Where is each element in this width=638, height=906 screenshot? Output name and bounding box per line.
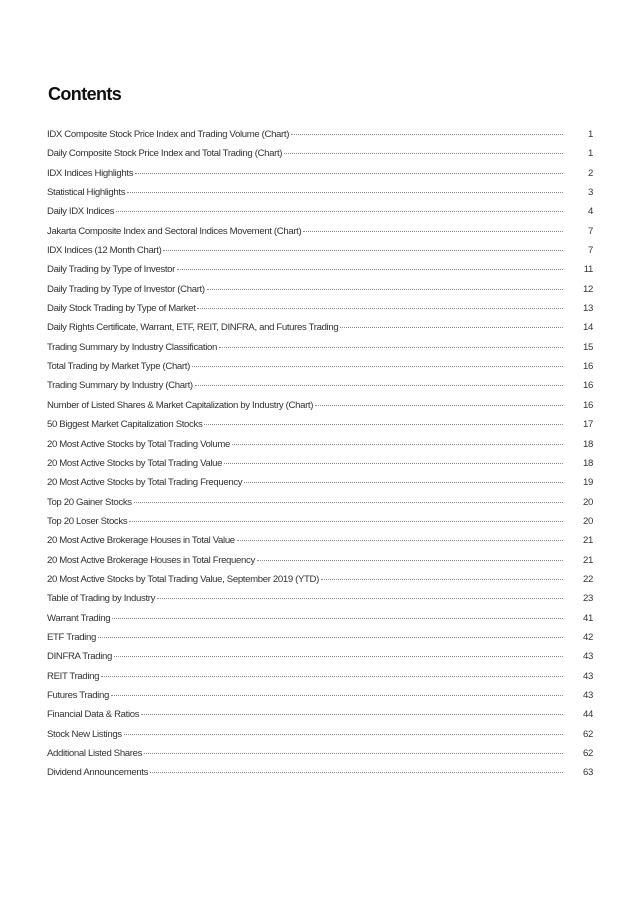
toc-page-number: 43 [583,689,593,701]
toc-dot-leader [114,646,563,657]
toc-entry-title: Statistical Highlights [47,187,126,199]
toc-dot-leader [134,492,563,503]
toc-page-number: 1 [588,148,593,160]
toc-page-number: 62 [583,748,593,759]
toc-entry-title: ETF Trading [47,631,96,643]
toc-page-number: 16 [583,399,593,411]
toc-entry-title: Stock New Listings [47,728,122,740]
toc-dot-leader [150,762,563,773]
toc-dot-leader [111,685,563,696]
toc-entry-title: Warrant Trading [47,612,111,624]
toc-entry-title: Daily Trading by Type of Investor [47,264,175,276]
toc-entry-title: 20 Most Active Stocks by Total Trading Value, September 2019 (YTD) [47,573,319,585]
toc-page-number: 2 [588,167,593,179]
toc-entry-title: DINFRA Trading [47,651,112,663]
toc-dot-leader [157,588,563,599]
toc-dot-leader [112,608,563,619]
toc-entry-title: Top 20 Gainer Stocks [47,496,132,508]
table-of-contents [47,126,593,784]
toc-entry-title: 20 Most Active Brokerage Houses in Total Frequency [47,554,255,566]
toc-dot-leader [237,530,563,541]
toc-page-number: 16 [583,361,593,373]
toc-dot-leader [163,240,563,251]
toc-entry-title: Daily Composite Stock Price Index and Total Trading (Chart) [47,148,283,160]
toc-entry-title: Daily IDX Indices [47,206,115,218]
toc-page-number: 21 [583,554,593,566]
toc-dot-leader [197,298,563,309]
toc-page-number: 41 [583,612,593,624]
toc-page-number: 18 [583,438,593,450]
toc-dot-leader [98,627,563,638]
toc-page-number: 11 [583,264,593,276]
toc-dot-leader [192,356,563,367]
toc-entry-title: Dividend Announcements [47,767,149,779]
toc-page-number: 7 [588,245,593,257]
toc-page-number: 7 [588,225,593,237]
toc-entry-title: Top 20 Loser Stocks [47,515,128,527]
toc-page-number: 23 [583,593,593,605]
toc-dot-leader [116,201,563,212]
toc-entry-title: Financial Data & Ratios [47,709,140,721]
toc-page-number: 22 [583,573,593,585]
toc-dot-leader [207,279,563,290]
toc-page-number: 20 [583,496,593,508]
toc-page-number: 44 [583,709,593,721]
toc-entry[interactable] [47,764,593,783]
toc-page-number: 19 [583,477,593,489]
toc-dot-leader [340,317,563,328]
toc-entry-title: Jakarta Composite Index and Sectoral Indices Movement (Chart) [47,225,302,237]
toc-entry-title: Number of Listed Shares & Market Capitalization by Industry (Chart) [47,399,314,411]
toc-dot-leader [244,472,563,483]
toc-dot-leader [224,453,563,464]
toc-entry-title: IDX Indices (12 Month Chart) [47,245,162,257]
toc-dot-leader [144,743,563,754]
toc-dot-leader [232,434,563,445]
toc-dot-leader [101,666,563,677]
toc-dot-leader [127,182,563,193]
toc-entry-title: IDX Composite Stock Price Index and Trading Volume (Chart) [47,129,290,140]
toc-dot-leader [177,259,563,270]
toc-entry-title: 20 Most Active Brokerage Houses in Total Value [47,535,235,547]
toc-entry-title: Daily Stock Trading by Type of Market [47,303,196,315]
toc-page-number: 13 [583,303,593,315]
toc-entry-title: Additional Listed Shares [47,748,143,759]
toc-page-number: 43 [583,670,593,682]
toc-page-number: 4 [588,206,593,218]
toc-page-number: 18 [583,457,593,469]
toc-page-number: 15 [583,341,593,353]
toc-entry-title: Trading Summary by Industry Classification [47,341,217,353]
toc-dot-leader [321,569,563,580]
toc-dot-leader [219,337,563,348]
toc-page-number: 20 [583,515,593,527]
toc-page-number: 17 [583,419,593,431]
toc-entry-title: Table of Trading by Industry [47,593,156,605]
toc-dot-leader [291,124,563,135]
toc-page-number: 12 [583,283,593,295]
toc-dot-leader [124,724,563,735]
toc-dot-leader [129,511,563,522]
toc-page-number: 16 [583,380,593,392]
toc-entry-title: REIT Trading [47,670,100,682]
toc-entry-title: Trading Summary by Industry (Chart) [47,380,193,392]
toc-entry-title: Daily Trading by Type of Investor (Chart) [47,283,205,295]
page-title: Contents [48,84,122,104]
toc-page-number: 1 [588,129,593,140]
toc-entry-title: 50 Biggest Market Capitalization Stocks [47,419,203,431]
toc-page-number: 42 [583,631,593,643]
toc-dot-leader [195,375,563,386]
toc-entry-title: IDX Indices Highlights [47,167,134,179]
toc-dot-leader [141,704,563,715]
toc-page-number: 43 [583,651,593,663]
toc-dot-leader [257,550,563,561]
toc-entry-title: Total Trading by Market Type (Chart) [47,361,190,373]
toc-dot-leader [135,163,563,174]
toc-entry-title: 20 Most Active Stocks by Total Trading Frequency [47,477,243,489]
toc-page-number: 21 [583,535,593,547]
toc-page-number: 63 [583,767,593,779]
toc-entry-title: Daily Rights Certificate, Warrant, ETF, REIT, DINFRA, and Futures Trading [47,322,339,334]
toc-page-number: 14 [583,322,593,334]
toc-dot-leader [315,395,563,406]
toc-page-number: 3 [588,187,593,199]
toc-page-number: 62 [583,728,593,740]
toc-dot-leader [204,414,563,425]
toc-dot-leader [284,143,563,154]
toc-dot-leader [303,221,563,232]
toc-entry-title: Futures Trading [47,689,109,701]
toc-entry-title: 20 Most Active Stocks by Total Trading Volume [47,438,230,450]
toc-entry-title: 20 Most Active Stocks by Total Trading Value [47,457,223,469]
